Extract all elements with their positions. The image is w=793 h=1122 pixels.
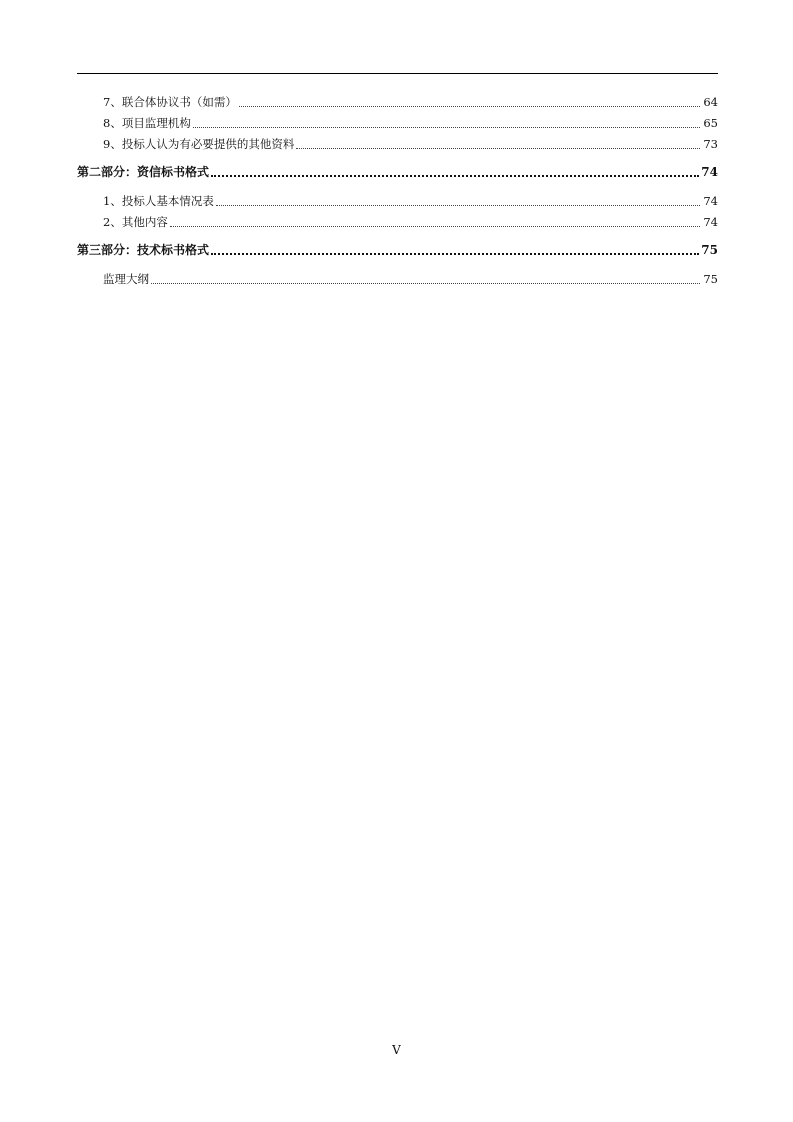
dot-leader — [239, 96, 700, 107]
header-rule — [77, 73, 718, 74]
page-number-footer: V — [392, 1043, 401, 1057]
dot-leader — [211, 165, 699, 177]
toc-entry-label: 1、投标人基本情况表 — [103, 194, 214, 208]
toc-page-number: 75 — [703, 272, 718, 286]
toc-page-number: 65 — [703, 116, 718, 130]
dot-leader — [193, 117, 700, 128]
toc-section-entry[interactable] — [77, 243, 718, 257]
toc-page-number: 64 — [703, 95, 718, 109]
toc-entry[interactable] — [77, 194, 718, 208]
toc-entry-label: 8、项目监理机构 — [103, 116, 191, 130]
toc-entry-label: 监理大纲 — [103, 272, 149, 286]
toc-page-number: 74 — [703, 215, 718, 229]
toc-entry-label: 2、其他内容 — [103, 215, 168, 229]
toc-page-number: 73 — [703, 137, 718, 151]
table-of-contents — [77, 95, 718, 286]
toc-entry[interactable] — [77, 95, 718, 109]
dot-leader — [151, 273, 700, 284]
toc-entry[interactable] — [77, 215, 718, 229]
toc-entry[interactable] — [77, 116, 718, 130]
toc-page-number: 75 — [701, 243, 718, 257]
toc-section-entry[interactable] — [77, 165, 718, 179]
toc-section-label: 第二部分：资信标书格式 — [77, 165, 210, 179]
dot-leader — [216, 195, 700, 206]
dot-leader — [296, 138, 700, 149]
toc-page-number: 74 — [701, 165, 718, 179]
toc-entry-label: 9、投标人认为有必要提供的其他资料 — [103, 137, 295, 151]
toc-entry[interactable] — [77, 272, 718, 286]
toc-entry-label: 7、联合体协议书（如需） — [103, 95, 237, 109]
toc-entry[interactable] — [77, 137, 718, 151]
toc-page-number: 74 — [703, 194, 718, 208]
dot-leader — [170, 216, 700, 227]
dot-leader — [211, 243, 699, 255]
toc-section-label: 第三部分：技术标书格式 — [77, 243, 210, 257]
